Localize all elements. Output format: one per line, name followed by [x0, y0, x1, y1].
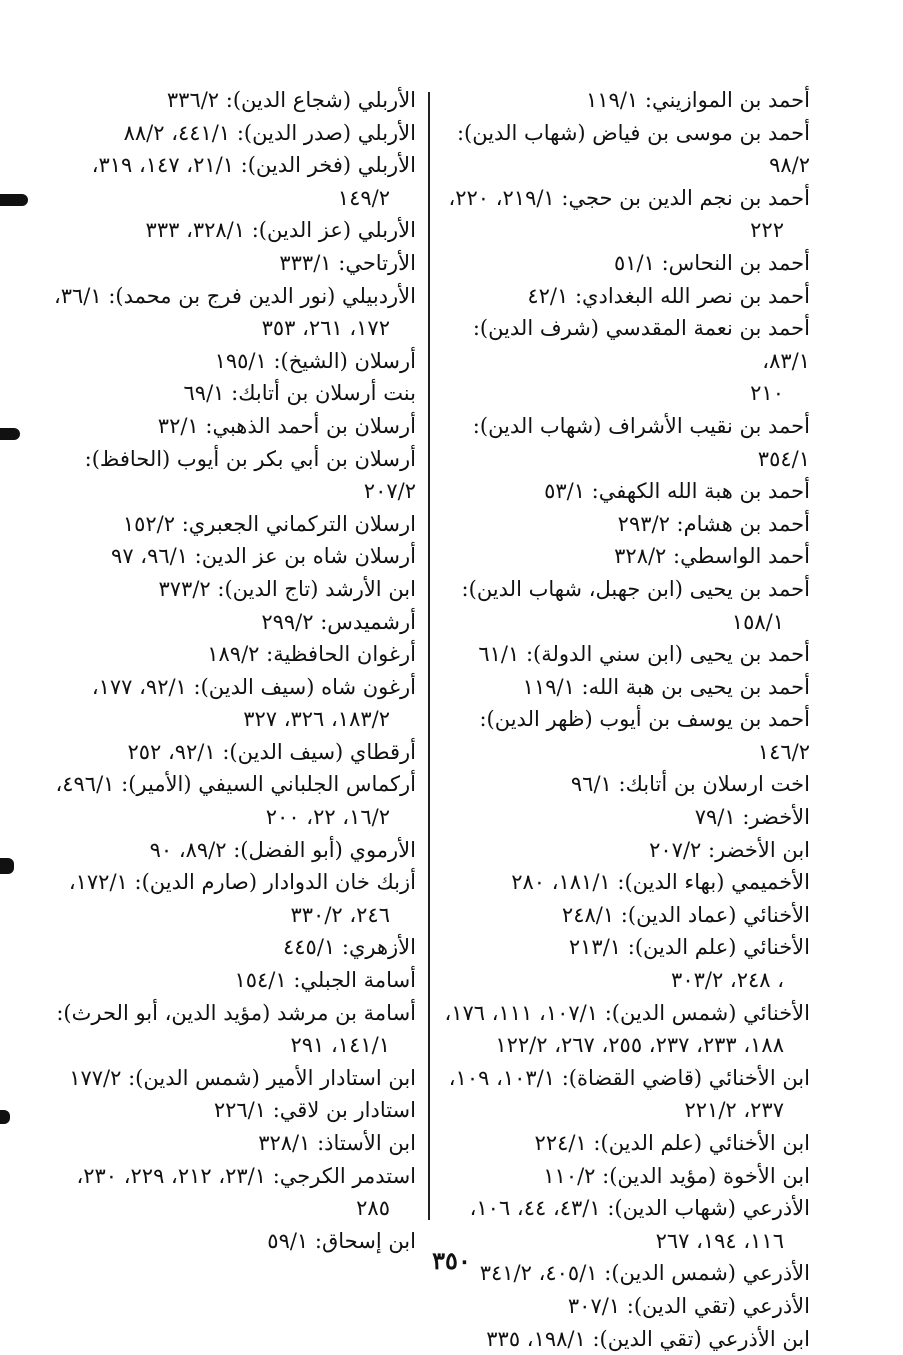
- index-entry: [438, 1160, 810, 1193]
- index-entry-text: الأخنائي (علم الدين): ٢١٣/١: [568, 935, 810, 960]
- index-entry: [44, 573, 416, 606]
- index-entry: [438, 1323, 810, 1355]
- index-entry-text: اخت ارسلان بن أتابك: ٩٦/١: [570, 772, 810, 797]
- index-entry: [44, 638, 416, 671]
- index-entry: [44, 1094, 416, 1127]
- index-entry: [44, 247, 416, 280]
- index-entry: [44, 997, 416, 1062]
- index-entry: [438, 931, 810, 996]
- index-entry-text: الأربلي (عز الدين): ٣٢٨/١، ٣٣٣: [145, 218, 416, 243]
- index-entry: [44, 736, 416, 769]
- index-entry-text: الأخنائي (عماد الدين): ٢٤٨/١: [561, 902, 810, 927]
- index-entry-continuation: ١٤٩/٢: [337, 185, 390, 210]
- index-entry: [44, 834, 416, 867]
- index-entry-text: استدمر الكرجي: ٢٣/١، ٢١٢، ٢٢٩، ٢٣٠،: [76, 1163, 416, 1188]
- index-entry-text: أرغوان الحافظية: ١٨٩/٢: [207, 642, 416, 667]
- index-entry: [44, 149, 416, 214]
- index-entry-continuation: ٢١٠: [750, 381, 784, 406]
- index-entry: [44, 508, 416, 541]
- index-entry-text: أزبك خان الدوادار (صارم الدين): ١٧٢/١،: [68, 870, 416, 895]
- index-entry-continuation: ١٥٨/١: [731, 609, 784, 634]
- index-entry: [438, 84, 810, 117]
- index-entry-text: الأذرعي (شهاب الدين): ٤٣/١، ٤٤، ١٠٦،: [469, 1196, 810, 1221]
- index-entry-text: أرسلان (الشيخ): ١٩٥/١: [214, 348, 416, 373]
- index-entry-text: ابن الأستاذ: ٣٢٨/١: [258, 1131, 416, 1155]
- index-entry-continuation: ٢٣٧، ٢٢١/٢: [684, 1098, 784, 1123]
- index-column-left: [44, 84, 416, 1257]
- index-entry-continuation: ١١٦، ١٩٤، ٢٦٧: [655, 1228, 784, 1253]
- scan-edge-mark: [0, 428, 20, 440]
- index-entry-text: الأربلي (شجاع الدين): ٣٣٦/٢: [166, 88, 416, 112]
- index-entry: [438, 768, 810, 801]
- index-entry: [44, 1062, 416, 1095]
- index-entry-text: أحمد بن الموازيني: ١١٩/١: [586, 88, 810, 112]
- index-entry: [438, 997, 810, 1062]
- index-entry-text: ابن الأخوة (مؤيد الدين): ١١٠/٢: [543, 1163, 810, 1188]
- index-entry-text: أحمد بن موسى بن فياض (شهاب الدين): ٩٨/٢: [456, 120, 810, 178]
- index-entry-text: استادار بن لاقي: ٢٢٦/١: [213, 1098, 416, 1123]
- index-entry-text: ابن الأخنائي (علم الدين): ٢٢٤/١: [534, 1131, 810, 1155]
- index-entry: [44, 443, 416, 508]
- index-entry-continuation: ٢٨٥: [356, 1196, 390, 1221]
- index-entry: [44, 1127, 416, 1160]
- index-entry: [44, 931, 416, 964]
- page-number: ٣٥٠: [432, 1246, 471, 1275]
- index-entry-continuation: ١٦/٢، ٢٢، ٢٠٠: [265, 805, 390, 830]
- index-entry: [438, 312, 810, 410]
- index-entry: [438, 508, 810, 541]
- index-entry-continuation: ١٨٨، ٢٣٣، ٢٣٧، ٢٥٥، ٢٦٧، ١٢٢/٢: [495, 1033, 784, 1058]
- index-entry-text: أرغون شاه (سيف الدين): ٩٢/١، ١٧٧،: [91, 674, 416, 699]
- index-entry-text: أحمد بن نعمة المقدسي (شرف الدين): ٨٣/١،: [472, 316, 810, 373]
- index-entry-text: أرسلان شاه بن عز الدين: ٩٦/١، ٩٧: [111, 544, 416, 569]
- index-entry-text: أسامة الجبلي: ١٥٤/١: [234, 968, 416, 993]
- index-entry-continuation: ٢٤٦، ٣٣٠/٢: [290, 902, 390, 927]
- index-entry-text: أحمد بن هبة الله الكهفي: ٥٣/١: [544, 479, 810, 504]
- index-entry: [438, 801, 810, 834]
- index-entry-continuation: ، ٢٤٨، ٣٠٣/٢: [671, 968, 784, 993]
- index-entry-text: أرسلان بن أبي بكر بن أيوب (الحافظ): ٢٠٧/٢: [84, 446, 416, 504]
- index-entry: [438, 182, 810, 247]
- index-entry-text: أحمد بن نصر الله البغدادي: ٤٢/١: [527, 283, 810, 308]
- scan-edge-mark: [0, 194, 28, 206]
- index-entry-text: الأربلي (فخر الدين): ٢١/١، ١٤٧، ٣١٩،: [91, 153, 416, 178]
- scan-edge-mark: [0, 1110, 10, 1124]
- index-entry: [438, 410, 810, 475]
- index-entry: [438, 899, 810, 932]
- index-entry: [438, 1127, 810, 1160]
- scan-edge-mark: [0, 858, 14, 874]
- index-entry-text: الأذرعي (تقي الدين): ٣٠٧/١: [567, 1293, 810, 1318]
- index-entry: [438, 117, 810, 182]
- index-entry-text: أركماس الجلباني السيفي (الأمير): ٤٩٦/١،: [55, 772, 416, 797]
- index-entry: [44, 866, 416, 931]
- index-entry-text: أحمد بن النحاس: ٥١/١: [614, 250, 810, 275]
- index-entry-text: أحمد بن يوسف بن أيوب (ظهر الدين): ١٤٦/٢: [479, 707, 810, 764]
- index-entry: [438, 638, 810, 671]
- index-entry-text: الأذرعي (شمس الدين): ٤٠٥/١، ٣٤١/٢: [479, 1261, 810, 1286]
- index-entry: [44, 345, 416, 378]
- index-entry: [44, 768, 416, 833]
- index-entry: [44, 117, 416, 150]
- index-entry-text: أحمد بن يحيى (ابن سني الدولة): ٦١/١: [478, 642, 810, 667]
- index-entry-text: أحمد بن هشام: ٢٩٣/٢: [617, 511, 810, 536]
- index-entry: [44, 410, 416, 443]
- index-entry-text: بنت أرسلان بن أتابك: ٦٩/١: [183, 381, 416, 406]
- index-entry: [44, 540, 416, 573]
- index-entry-text: الأرموي (أبو الفضل): ٨٩/٢، ٩٠: [149, 837, 416, 862]
- index-entry-text: أحمد بن نقيب الأشراف (شهاب الدين): ٣٥٤/١: [472, 413, 810, 471]
- index-entry-text: الأخنائي (شمس الدين): ١٠٧/١، ١١١، ١٧٦،: [444, 1000, 810, 1025]
- index-entry: [438, 703, 810, 768]
- index-entry-text: الأردبيلي (نور الدين فرج بن محمد): ٣٦/١،: [53, 283, 416, 308]
- index-entry-text: ابن الأذرعي (تقي الدين): ١٩٨/١، ٣٣٥: [486, 1326, 810, 1351]
- index-entry-text: ابن الأخضر: ٢٠٧/٢: [649, 837, 810, 862]
- index-entry-continuation: ١٨٣/٢، ٣٢٦، ٣٢٧: [243, 707, 390, 732]
- index-entry: [438, 540, 810, 573]
- index-entry-text: الأزهري: ٤٤٥/١: [282, 935, 416, 960]
- index-entry-text: ارسلان التركماني الجعبري: ١٥٢/٢: [122, 511, 416, 536]
- index-entry-text: أحمد بن يحيى (ابن جهبل، شهاب الدين):: [461, 576, 810, 601]
- index-entry-continuation: ٢٢٢: [750, 218, 784, 243]
- index-entry-text: أحمد بن يحيى بن هبة الله: ١١٩/١: [522, 674, 810, 699]
- index-entry-text: ابن الأرشد (تاج الدين): ٣٧٣/٢: [158, 576, 416, 601]
- index-entry: [438, 1062, 810, 1127]
- index-entry: [438, 247, 810, 280]
- index-entry: [44, 214, 416, 247]
- index-entry: [438, 475, 810, 508]
- index-entry-text: أحمد الواسطي: ٣٢٨/٢: [614, 544, 810, 569]
- index-entry-text: ابن إسحاق: ٥٩/١: [267, 1228, 416, 1253]
- index-entry-text: أسامة بن مرشد (مؤيد الدين، أبو الحرث):: [56, 1000, 416, 1025]
- index-entry: [44, 280, 416, 345]
- index-column-right: [438, 84, 810, 1355]
- index-entry-text: أرسلان بن أحمد الذهبي: ٣٢/١: [157, 413, 416, 438]
- index-entry: [44, 964, 416, 997]
- index-entry: [44, 671, 416, 736]
- index-entry-text: ابن الأخنائي (قاضي القضاة): ١٠٣/١، ١٠٩،: [448, 1065, 810, 1090]
- column-divider: [428, 92, 430, 1220]
- index-entry-text: أحمد بن نجم الدين بن حجي: ٢١٩/١، ٢٢٠،: [448, 185, 810, 210]
- index-entry: [438, 834, 810, 867]
- index-entry-continuation: ١٤١/١، ٢٩١: [290, 1033, 390, 1058]
- index-entry-text: أرشميدس: ٢٩٩/٢: [261, 609, 416, 634]
- index-entry-text: الأرتاحي: ٣٣٣/١: [279, 250, 416, 275]
- index-entry: [44, 1160, 416, 1225]
- index-entry-text: ابن استادار الأمير (شمس الدين): ١٧٧/٢: [69, 1065, 416, 1090]
- index-entry-text: الأخميمي (بهاء الدين): ١٨١/١، ٢٨٠: [511, 870, 810, 895]
- index-entry: [438, 280, 810, 313]
- index-entry-text: أرقطاي (سيف الدين): ٩٢/١، ٢٥٢: [127, 739, 416, 764]
- index-entry: [44, 606, 416, 639]
- index-entry: [438, 573, 810, 638]
- index-entry: [438, 866, 810, 899]
- index-entry: [44, 377, 416, 410]
- index-entry: [438, 1290, 810, 1323]
- index-entry: [438, 671, 810, 704]
- index-entry-text: الأخضر: ٧٩/١: [694, 805, 810, 830]
- index-entry-continuation: ١٧٢، ٢٦١، ٣٥٣: [261, 316, 390, 341]
- index-entry-text: الأربلي (صدر الدين): ٤٤١/١، ٨٨/٢: [123, 120, 416, 145]
- index-entry: [44, 84, 416, 117]
